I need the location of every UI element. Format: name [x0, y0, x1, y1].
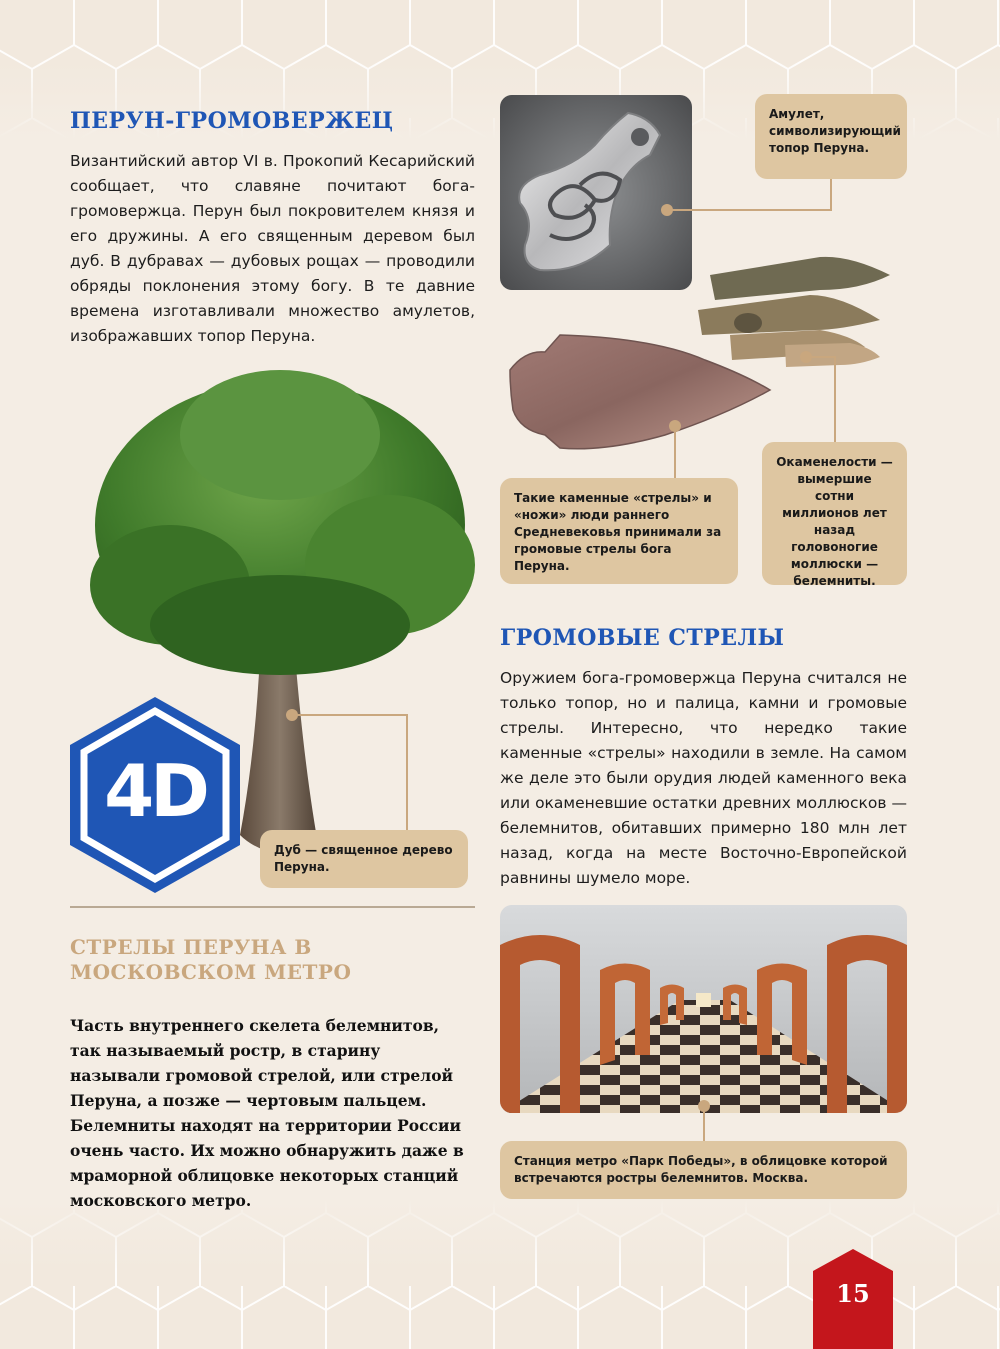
amulet-photo — [500, 95, 692, 290]
section-title-metro: СТРЕЛЫ ПЕРУНА В МОСКОВСКОМ МЕТРО — [70, 935, 352, 984]
section-title-thunder-arrows: ГРОМОВЫЕ СТРЕЛЫ — [500, 625, 785, 651]
caption-stones: Такие каменные «стрелы» и «ножи» люди раннего Средневековья принимали за громовые стрелы бога Перуна. — [500, 478, 738, 584]
section-divider — [70, 906, 475, 908]
section-text-metro: Часть внутреннего скелета белемнитов, так называемый ростр, в старину называли громовой стрелой, или стрелой Перуна, а позже — чертовым пальцем. Белемниты находят на территории России очень часто. Их можно обнаружить даже в мраморной облицовке некоторых станций московского метро. — [70, 1016, 464, 1210]
section-text-thunder-arrows: Оружием бога-громовержца Перуна считался не только топор, но и палица, камни и громовые стрелы. Интересно, что нередко такие каменные «стрелы» находили в земле. На самом же деле это были орудия людей каменного века или окаменевшие остатки древних моллюсков — белемнитов, обитавших примерно 180 млн лет назад, когда на месте Восточно-Европейской равнины шумело море. — [500, 669, 907, 887]
4d-badge-label: 4D — [104, 749, 206, 833]
metro-station-photo — [500, 905, 907, 1113]
page-number: 15 — [836, 1279, 870, 1308]
section-text-perun: Византийский автор VI в. Прокопий Кесарийский сообщает, что славяне почитают бога-громовержца. Перун был покровителем князя и его дружины. А его священным деревом был дуб. В дубравах — дубовых рощах — проводили обряды поклонения этому богу. В те давние времена изготавливали множество амулетов, изображавших топор Перуна. — [70, 152, 475, 345]
stone-arrowhead-photo — [505, 330, 773, 455]
page-number-badge — [813, 1249, 893, 1349]
4d-badge — [68, 695, 242, 895]
section-title-perun: ПЕРУН-ГРОМОВЕРЖЕЦ — [70, 108, 394, 134]
caption-metro: Станция метро «Парк Победы», в облицовке которой встречаются ростры белемнитов. Москва. — [500, 1141, 907, 1199]
caption-oak: Дуб — священное дерево Перуна. — [260, 830, 468, 888]
caption-amulet: Амулет, символизирующий топор Перуна. — [755, 94, 907, 179]
caption-fossils: Окаменелости — вымершие сотни миллионов лет назад головоногие моллюски — белемниты. — [762, 442, 907, 585]
